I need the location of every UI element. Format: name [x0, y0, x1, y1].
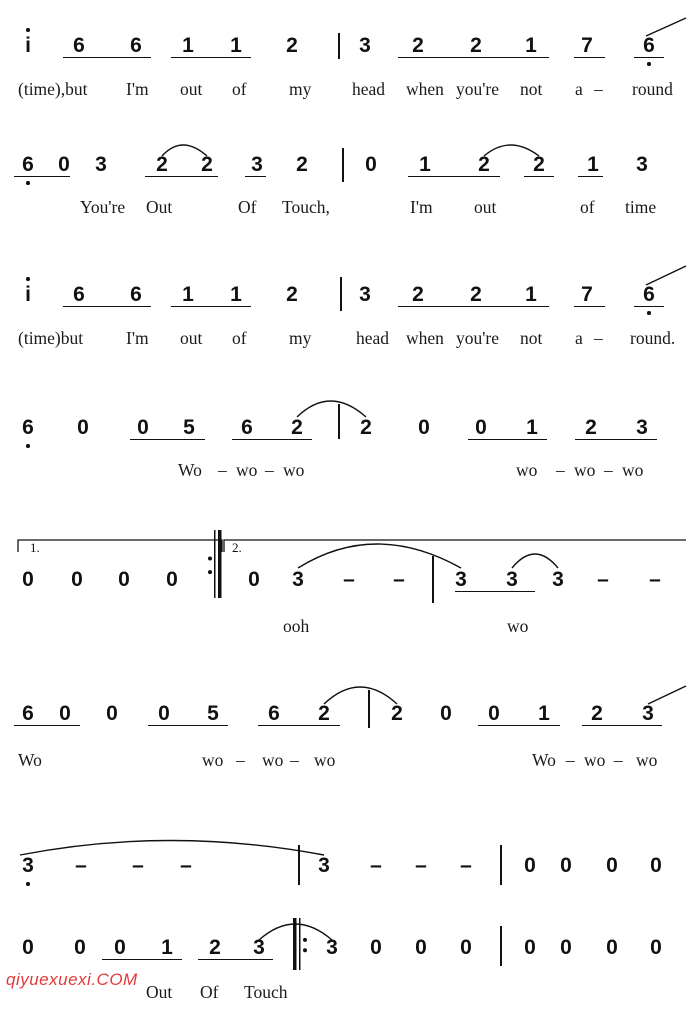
note: – [132, 854, 144, 877]
octave-dot [647, 311, 651, 315]
note: 0 [137, 416, 149, 439]
note: 0 [106, 702, 118, 725]
beam-underline [232, 439, 312, 440]
lyric: I'm [126, 79, 149, 99]
note: 6 [643, 34, 655, 57]
octave-dot [26, 28, 30, 32]
beam-underline [130, 439, 205, 440]
lyric: – [218, 460, 227, 480]
lyric: Wo [532, 750, 556, 770]
note: – [649, 568, 661, 591]
barline [298, 845, 300, 885]
lyric: I'm [410, 197, 433, 217]
lyric: – [290, 750, 299, 770]
note: 1 [161, 936, 173, 959]
lyric: out [474, 197, 497, 217]
slur [20, 841, 324, 856]
lyric: (time)but [18, 328, 84, 348]
beam-underline [63, 306, 151, 307]
note: 7 [581, 34, 593, 57]
note: 7 [581, 283, 593, 306]
note: 1 [526, 416, 538, 439]
note: 0 [415, 936, 427, 959]
note: 0 [418, 416, 430, 439]
note: 3 [455, 568, 467, 591]
note: 6 [73, 34, 85, 57]
lyric: Wo [178, 460, 202, 480]
lyric: of [232, 328, 247, 348]
slur [298, 544, 461, 568]
note: 1 [182, 34, 194, 57]
note: 1 [230, 34, 242, 57]
lyric: wo [262, 750, 284, 770]
note: 6 [241, 416, 253, 439]
beam-underline [574, 57, 605, 58]
note: 3 [251, 153, 263, 176]
note: 1 [230, 283, 242, 306]
note: – [180, 854, 192, 877]
note: 6 [130, 34, 142, 57]
lyric: not [520, 79, 543, 99]
note: 3 [506, 568, 518, 591]
lyric: – [594, 328, 603, 348]
note: 0 [77, 416, 89, 439]
volta-label: 2. [232, 540, 242, 555]
note: 3 [359, 34, 371, 57]
beam-underline [398, 57, 549, 58]
note: 0 [118, 568, 130, 591]
note: – [393, 568, 405, 591]
barline [500, 926, 502, 966]
lyric: when [406, 79, 444, 99]
lyric: of [232, 79, 247, 99]
volta-bracket [18, 540, 222, 552]
lyric: wo [622, 460, 644, 480]
lyric: my [289, 328, 312, 348]
lyric: – [566, 750, 575, 770]
note: – [460, 854, 472, 877]
note: 1 [587, 153, 599, 176]
note: 3 [318, 854, 330, 877]
note: 0 [71, 568, 83, 591]
note: 0 [74, 936, 86, 959]
note: 0 [560, 936, 572, 959]
note: 3 [95, 153, 107, 176]
note: 6 [22, 416, 34, 439]
barline [368, 690, 370, 728]
note: 0 [440, 702, 452, 725]
note: 5 [183, 416, 195, 439]
note: 3 [253, 936, 265, 959]
beam-underline [455, 591, 535, 592]
note: 0 [606, 936, 618, 959]
note: 5 [207, 702, 219, 725]
note: i [25, 34, 31, 57]
note: 2 [318, 702, 330, 725]
lyric: wo [314, 750, 336, 770]
lyric: Out [146, 982, 173, 1002]
octave-dot [26, 882, 30, 886]
barline [338, 404, 340, 439]
note: 6 [268, 702, 280, 725]
lyric: my [289, 79, 312, 99]
note: 3 [552, 568, 564, 591]
beam-underline [478, 725, 560, 726]
note: 2 [296, 153, 308, 176]
barline [338, 33, 340, 59]
lyric: wo [507, 616, 529, 636]
lyric: not [520, 328, 543, 348]
note: 0 [524, 936, 536, 959]
note: 3 [642, 702, 654, 725]
lyric: I'm [126, 328, 149, 348]
note: 1 [538, 702, 550, 725]
note: 2 [156, 153, 168, 176]
beam-underline [198, 959, 273, 960]
note: 1 [525, 34, 537, 57]
note: 6 [22, 702, 34, 725]
beam-underline [258, 725, 340, 726]
note: – [597, 568, 609, 591]
beam-underline [148, 725, 228, 726]
beam-underline [634, 306, 664, 307]
note: 0 [650, 936, 662, 959]
note: – [343, 568, 355, 591]
lyric: you're [456, 328, 499, 348]
beam-underline [102, 959, 182, 960]
lyric: – [236, 750, 245, 770]
beam-underline [398, 306, 549, 307]
note: 2 [585, 416, 597, 439]
note: 3 [22, 854, 34, 877]
slur [512, 554, 558, 568]
note: 2 [209, 936, 221, 959]
note: 0 [58, 153, 70, 176]
lyric: of [580, 197, 595, 217]
note: 1 [419, 153, 431, 176]
site-watermark: qiyuexuexi.COM [6, 970, 138, 989]
lyric: wo [584, 750, 606, 770]
lyric: – [614, 750, 623, 770]
barline [340, 277, 342, 311]
note: 0 [248, 568, 260, 591]
note: 6 [73, 283, 85, 306]
lyric: ooh [283, 616, 310, 636]
lyric: a [575, 79, 583, 99]
lyric: a [575, 328, 583, 348]
note: 0 [365, 153, 377, 176]
note: 0 [650, 854, 662, 877]
lyric: wo [236, 460, 258, 480]
beam-underline [245, 176, 266, 177]
note: 0 [114, 936, 126, 959]
beam-underline [171, 306, 251, 307]
note: 0 [59, 702, 71, 725]
beam-underline [63, 57, 151, 58]
note: 2 [533, 153, 545, 176]
note: 3 [292, 568, 304, 591]
beam-underline [524, 176, 554, 177]
note: 2 [470, 34, 482, 57]
note: 0 [606, 854, 618, 877]
note: 0 [488, 702, 500, 725]
note: 6 [22, 153, 34, 176]
note: 6 [130, 283, 142, 306]
beam-underline [634, 57, 664, 58]
note: 2 [478, 153, 490, 176]
slur [297, 401, 366, 417]
note: 0 [460, 936, 472, 959]
note: 0 [370, 936, 382, 959]
beam-underline [408, 176, 500, 177]
lyric: Touch [244, 982, 288, 1002]
lyric: wo [636, 750, 658, 770]
lyric: time [625, 197, 657, 217]
volta-label: 1. [30, 540, 40, 555]
barline [500, 845, 502, 885]
note: 2 [591, 702, 603, 725]
beam-underline [145, 176, 218, 177]
note: 0 [560, 854, 572, 877]
volta-bracket [224, 540, 686, 552]
note: 2 [391, 702, 403, 725]
lyric: Touch, [282, 197, 330, 217]
note: 2 [360, 416, 372, 439]
note: – [75, 854, 87, 877]
lyric: Of [238, 197, 257, 217]
barline [342, 148, 344, 182]
note: 0 [475, 416, 487, 439]
octave-dot [26, 277, 30, 281]
lyric: wo [283, 460, 305, 480]
lyric: wo [202, 750, 224, 770]
note: 1 [525, 283, 537, 306]
beam-underline [14, 725, 80, 726]
octave-dot [647, 62, 651, 66]
lyric: – [604, 460, 613, 480]
note: 3 [326, 936, 338, 959]
note: 0 [158, 702, 170, 725]
note: 2 [286, 34, 298, 57]
note: 0 [22, 936, 34, 959]
note: 2 [470, 283, 482, 306]
note: 2 [291, 416, 303, 439]
note: 3 [636, 416, 648, 439]
lyric: Of [200, 982, 219, 1002]
note: 2 [286, 283, 298, 306]
lyric: Out [146, 197, 173, 217]
barline [432, 556, 434, 603]
note: 2 [412, 283, 424, 306]
note: 3 [636, 153, 648, 176]
note: 3 [359, 283, 371, 306]
lyric: – [265, 460, 274, 480]
note: 6 [643, 283, 655, 306]
lyric: wo [516, 460, 538, 480]
lyric: (time),but [18, 79, 88, 99]
lyric: out [180, 328, 203, 348]
lyric: you're [456, 79, 499, 99]
lyric: head [352, 79, 386, 99]
note: i [25, 283, 31, 306]
lyric: round. [630, 328, 676, 348]
note: 0 [22, 568, 34, 591]
octave-dot [26, 181, 30, 185]
lyric: round [632, 79, 673, 99]
note: 0 [524, 854, 536, 877]
beam-underline [574, 306, 605, 307]
beam-underline [468, 439, 547, 440]
lyric: – [556, 460, 565, 480]
lyric: when [406, 328, 444, 348]
lyric: You're [80, 197, 126, 217]
note: – [370, 854, 382, 877]
octave-dot [26, 444, 30, 448]
beam-underline [582, 725, 662, 726]
lyric: head [356, 328, 390, 348]
beam-underline [575, 439, 657, 440]
lyric: out [180, 79, 203, 99]
note: 1 [182, 283, 194, 306]
beam-underline [14, 176, 70, 177]
note: 0 [166, 568, 178, 591]
note: – [415, 854, 427, 877]
lyric: – [594, 79, 603, 99]
note: 2 [201, 153, 213, 176]
beam-underline [578, 176, 603, 177]
lyric: wo [574, 460, 596, 480]
lyric: Wo [18, 750, 42, 770]
beam-underline [171, 57, 251, 58]
note: 2 [412, 34, 424, 57]
